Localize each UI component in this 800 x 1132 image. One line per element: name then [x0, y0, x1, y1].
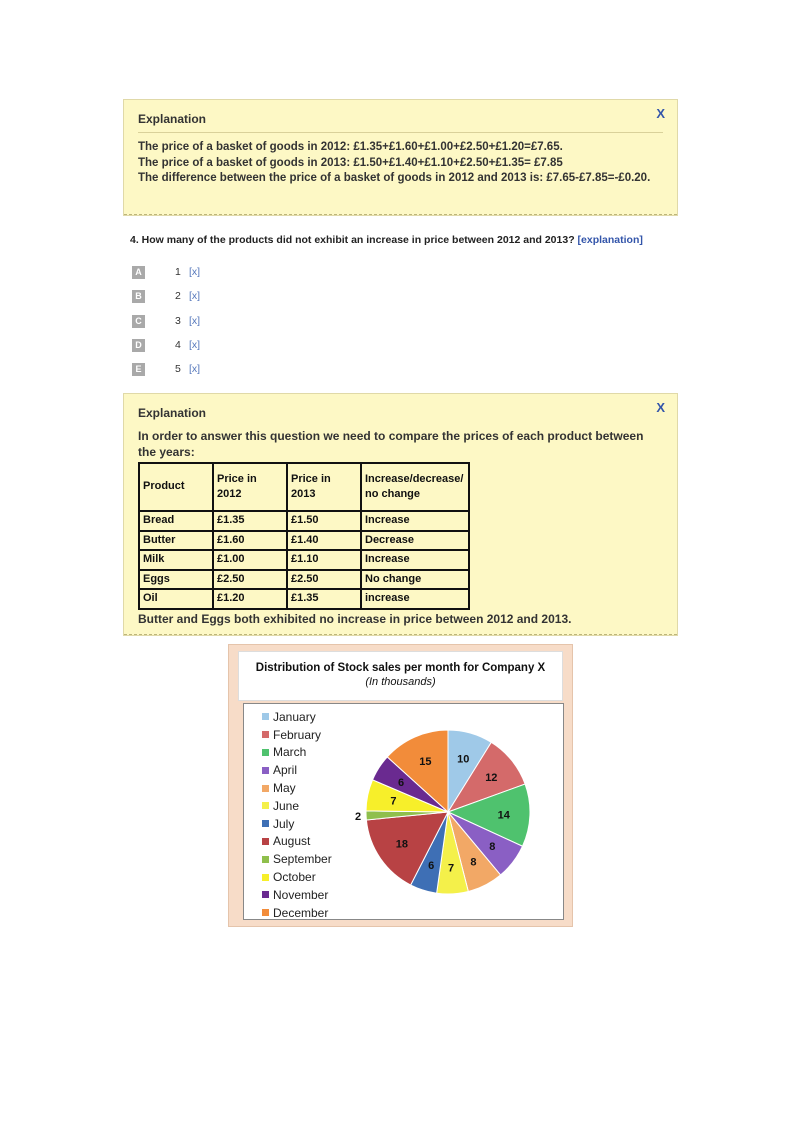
legend-label: March [273, 745, 307, 760]
slice-data-label: 7 [448, 862, 455, 875]
column-header: Price in 2013 [287, 463, 361, 511]
option-letter-badge[interactable]: B [132, 290, 145, 303]
chart-title-area [238, 651, 563, 701]
question-text [130, 234, 643, 246]
legend-label: October [273, 870, 316, 885]
table-header-row [139, 463, 469, 511]
chart-subtitle: (In thousands) [365, 676, 436, 688]
slice-data-label: 12 [485, 771, 498, 784]
option-value[interactable]: 3 [175, 315, 181, 327]
explanation-line: The difference between the price of a basket of goods in 2012 and 2013 is: £7.65-£7.85=-£0.20. [138, 172, 651, 184]
explanation-link[interactable]: [explanation] [577, 234, 643, 246]
table-cell: No change [361, 570, 469, 590]
legend-label: May [273, 781, 296, 796]
answer-option-a[interactable] [132, 265, 200, 279]
table-cell: £1.20 [213, 589, 287, 609]
table-cell: £1.50 [287, 511, 361, 531]
price-comparison-table [138, 462, 470, 610]
table-cell: £2.50 [287, 570, 361, 590]
eliminate-option-link[interactable]: [x] [189, 363, 201, 375]
column-header: Product [139, 463, 213, 511]
column-header: Price in 2012 [213, 463, 287, 511]
column-header: Increase/decrease/ no change [361, 463, 469, 511]
slice-data-label: 10 [457, 753, 470, 766]
legend-label: February [273, 727, 322, 742]
legend-label: December [273, 905, 329, 920]
slice-data-label: 6 [397, 776, 405, 789]
slice-data-label: 14 [497, 809, 510, 822]
close-button[interactable]: X [656, 106, 665, 121]
slice-data-label: 8 [489, 840, 496, 853]
slice-data-label: 7 [390, 795, 397, 808]
table-row [139, 589, 469, 609]
option-value[interactable]: 5 [175, 363, 181, 375]
table-cell: £1.35 [287, 589, 361, 609]
option-letter-badge[interactable]: A [132, 266, 145, 279]
option-value[interactable]: 2 [175, 290, 181, 302]
explanation-line: The price of a basket of goods in 2013: £1.50+£1.40+£1.10+£2.50+£1.35= £7.85 [138, 156, 563, 169]
explanation-panel-1 [123, 99, 678, 216]
slice-data-label: 2 [355, 810, 362, 823]
explanation-line: The price of a basket of goods in 2012: £1.35+£1.60+£1.00+£2.50+£1.20=£7.65. [138, 141, 563, 153]
table-cell: Bread [139, 511, 213, 531]
table-cell: £1.35 [213, 511, 287, 531]
legend-label: August [273, 834, 311, 849]
eliminate-option-link[interactable]: [x] [189, 290, 201, 302]
panel-title: Explanation [138, 112, 663, 133]
pie-chart-container [228, 644, 573, 927]
panel-title: Explanation [138, 406, 207, 420]
table-cell: £1.60 [213, 531, 287, 551]
legend-label: July [273, 816, 295, 831]
option-value[interactable]: 1 [175, 266, 181, 278]
table-cell: £1.40 [287, 531, 361, 551]
table-cell: £1.10 [287, 550, 361, 570]
table-row [139, 511, 469, 531]
close-button[interactable]: X [656, 400, 665, 415]
explanation-panel-2 [123, 393, 678, 636]
table-cell: Eggs [139, 570, 213, 590]
explanation-intro: In order to answer this question we need to compare the prices of each product between the years: [138, 429, 644, 459]
table-cell: £1.00 [213, 550, 287, 570]
eliminate-option-link[interactable]: [x] [189, 315, 201, 327]
table-cell: Increase [361, 550, 469, 570]
pie-chart [244, 704, 563, 919]
legend-label: November [273, 887, 329, 902]
chart-title: Distribution of Stock sales per month for Company X [255, 662, 546, 674]
table-cell: Butter [139, 531, 213, 551]
option-value[interactable]: 4 [175, 339, 181, 351]
answer-option-d[interactable] [132, 338, 200, 352]
table-row [139, 550, 469, 570]
legend-label: June [273, 798, 300, 813]
question-label: 4. How many of the products did not exhibit an increase in price between 2012 and 2013? [130, 234, 575, 246]
slice-data-label: 8 [470, 856, 477, 869]
table-cell: Decrease [361, 531, 469, 551]
answer-option-c[interactable] [132, 314, 200, 328]
table-cell: Oil [139, 589, 213, 609]
dashed-divider [124, 214, 677, 215]
answer-option-b[interactable] [132, 289, 200, 303]
legend-label: September [273, 852, 332, 867]
legend-label: April [273, 763, 298, 778]
dashed-divider [124, 634, 677, 635]
eliminate-option-link[interactable]: [x] [189, 266, 201, 278]
option-letter-badge[interactable]: E [132, 363, 145, 376]
table-cell: increase [361, 589, 469, 609]
table-row [139, 570, 469, 590]
option-letter-badge[interactable]: C [132, 315, 145, 328]
table-cell: Increase [361, 511, 469, 531]
answer-option-e[interactable] [132, 362, 200, 376]
slice-data-label: 6 [428, 860, 435, 873]
slice-data-label: 18 [395, 838, 409, 851]
eliminate-option-link[interactable]: [x] [189, 339, 201, 351]
slice-data-label: 15 [419, 756, 432, 769]
legend-label: January [273, 709, 316, 724]
table-cell: £2.50 [213, 570, 287, 590]
table-cell: Milk [139, 550, 213, 570]
explanation-conclusion: Butter and Eggs both exhibited no increase in price between 2012 and 2013. [138, 611, 572, 626]
plot-area [243, 703, 564, 920]
option-letter-badge[interactable]: D [132, 339, 145, 352]
table-row [139, 531, 469, 551]
